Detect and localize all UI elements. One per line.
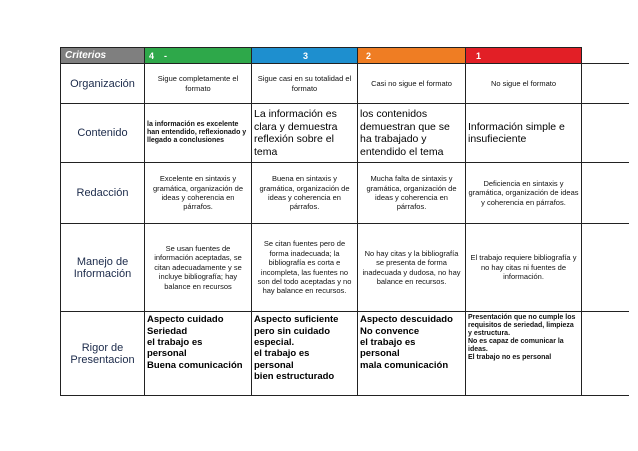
cell-blank	[582, 104, 629, 163]
rubric-table-container	[60, 47, 628, 396]
rubric-table	[60, 47, 629, 396]
header-score-1: 1	[466, 48, 582, 64]
cell-score-3: Se citan fuentes pero de forma inadecuada; la bibliografía es corta e incompleta, las fuentes no son del todo aceptadas y no hay balance en recursos.	[252, 223, 358, 311]
cell-score-4: la información es excelente han entendido, reflexionado y llegado a conclusiones	[145, 104, 252, 163]
cell-line: Aspecto descuidado	[360, 314, 453, 326]
cell-score-2: los contenidos demuestran que se ha trabajado y entendido el tema	[358, 104, 466, 163]
cell-score-4: Sigue completamente el formato	[145, 64, 252, 104]
header-blank	[582, 48, 629, 64]
cell-score-2: No hay citas y la bibliografía se presenta de forma inadecuada y dudosa, no hay balance en recursos.	[358, 223, 466, 311]
cell-score-4: Se usan fuentes de información aceptadas, se citan adecuadamente y se incluye bibliografía; hay balance en recursos	[145, 223, 252, 311]
cell-line: Aspecto cuidado	[147, 314, 224, 326]
criterion-label: Organización	[61, 64, 145, 104]
cell-line: especial.	[254, 336, 295, 348]
cell-score-1: Deficiencia en sintaxis y gramática, organización de ideas y coherencia en párrafos.	[466, 163, 582, 224]
row-redaccion	[61, 163, 629, 224]
score-4-mark: -	[164, 50, 168, 61]
header-criteria: Criterios	[61, 48, 145, 64]
cell-score-1: No sigue el formato	[466, 64, 582, 104]
cell-score-1: El trabajo requiere bibliografía y no hay citas ni fuentes de información.	[466, 223, 582, 311]
score-4-label: 4	[149, 50, 155, 61]
cell-line: mala comunicación	[360, 359, 449, 371]
cell-line: Aspecto suficiente	[254, 314, 339, 326]
cell-line: Buena comunicación	[147, 359, 243, 371]
cell-score-3: Buena en sintaxis y gramática, organización de ideas y coherencia en párrafos.	[252, 163, 358, 224]
cell-score-4	[145, 312, 252, 396]
header-score-4	[145, 48, 252, 64]
cell-score-3: Sigue casi en su totalidad el formato	[252, 64, 358, 104]
cell-score-3	[252, 312, 358, 396]
cell-line: pero sin cuidado	[254, 325, 331, 337]
cell-line: No convence	[360, 325, 420, 337]
cell-line: personal	[360, 348, 400, 360]
cell-blank	[582, 64, 629, 104]
cell-line: Seriedad	[147, 325, 188, 337]
cell-line: bien estructurado	[254, 371, 335, 383]
header-score-3: 3	[252, 48, 358, 64]
cell-score-1	[466, 312, 582, 396]
row-rigor-presentacion	[61, 312, 629, 396]
cell-score-2	[358, 312, 466, 396]
cell-line: el trabajo es	[147, 336, 203, 348]
cell-line: personal	[254, 359, 294, 371]
criterion-label: Manejo de Información	[61, 223, 145, 311]
header-score-2: 2	[358, 48, 466, 64]
cell-blank	[582, 163, 629, 224]
row-manejo-informacion	[61, 223, 629, 311]
criterion-label: Redacción	[61, 163, 145, 224]
criterion-label: Contenido	[61, 104, 145, 163]
cell-line: Presentación que no cumple los requisitos de seriedad, limpieza y estructura.	[468, 314, 576, 338]
cell-line: el trabajo es	[360, 336, 416, 348]
cell-score-1: Información simple e insufieciente	[466, 104, 582, 163]
cell-score-4: Excelente en sintaxis y gramática, organización de ideas y coherencia en párrafos.	[145, 163, 252, 224]
cell-blank	[582, 223, 629, 311]
cell-score-2: Casi no sigue el formato	[358, 64, 466, 104]
cell-line: personal	[147, 348, 187, 360]
cell-line: El trabajo no es personal	[468, 354, 552, 362]
row-contenido	[61, 104, 629, 163]
cell-score-3: La información es clara y demuestra reflexión sobre el tema	[252, 104, 358, 163]
header-row	[61, 48, 629, 64]
criterion-label: Rigor de Presentacion	[61, 312, 145, 396]
row-organizacion	[61, 64, 629, 104]
cell-line: No es capaz de comunicar la ideas.	[468, 338, 564, 354]
cell-blank	[582, 312, 629, 396]
cell-score-2: Mucha falta de sintaxis y gramática, organización de ideas y coherencia en párrafos.	[358, 163, 466, 224]
cell-line: el trabajo es	[254, 348, 310, 360]
